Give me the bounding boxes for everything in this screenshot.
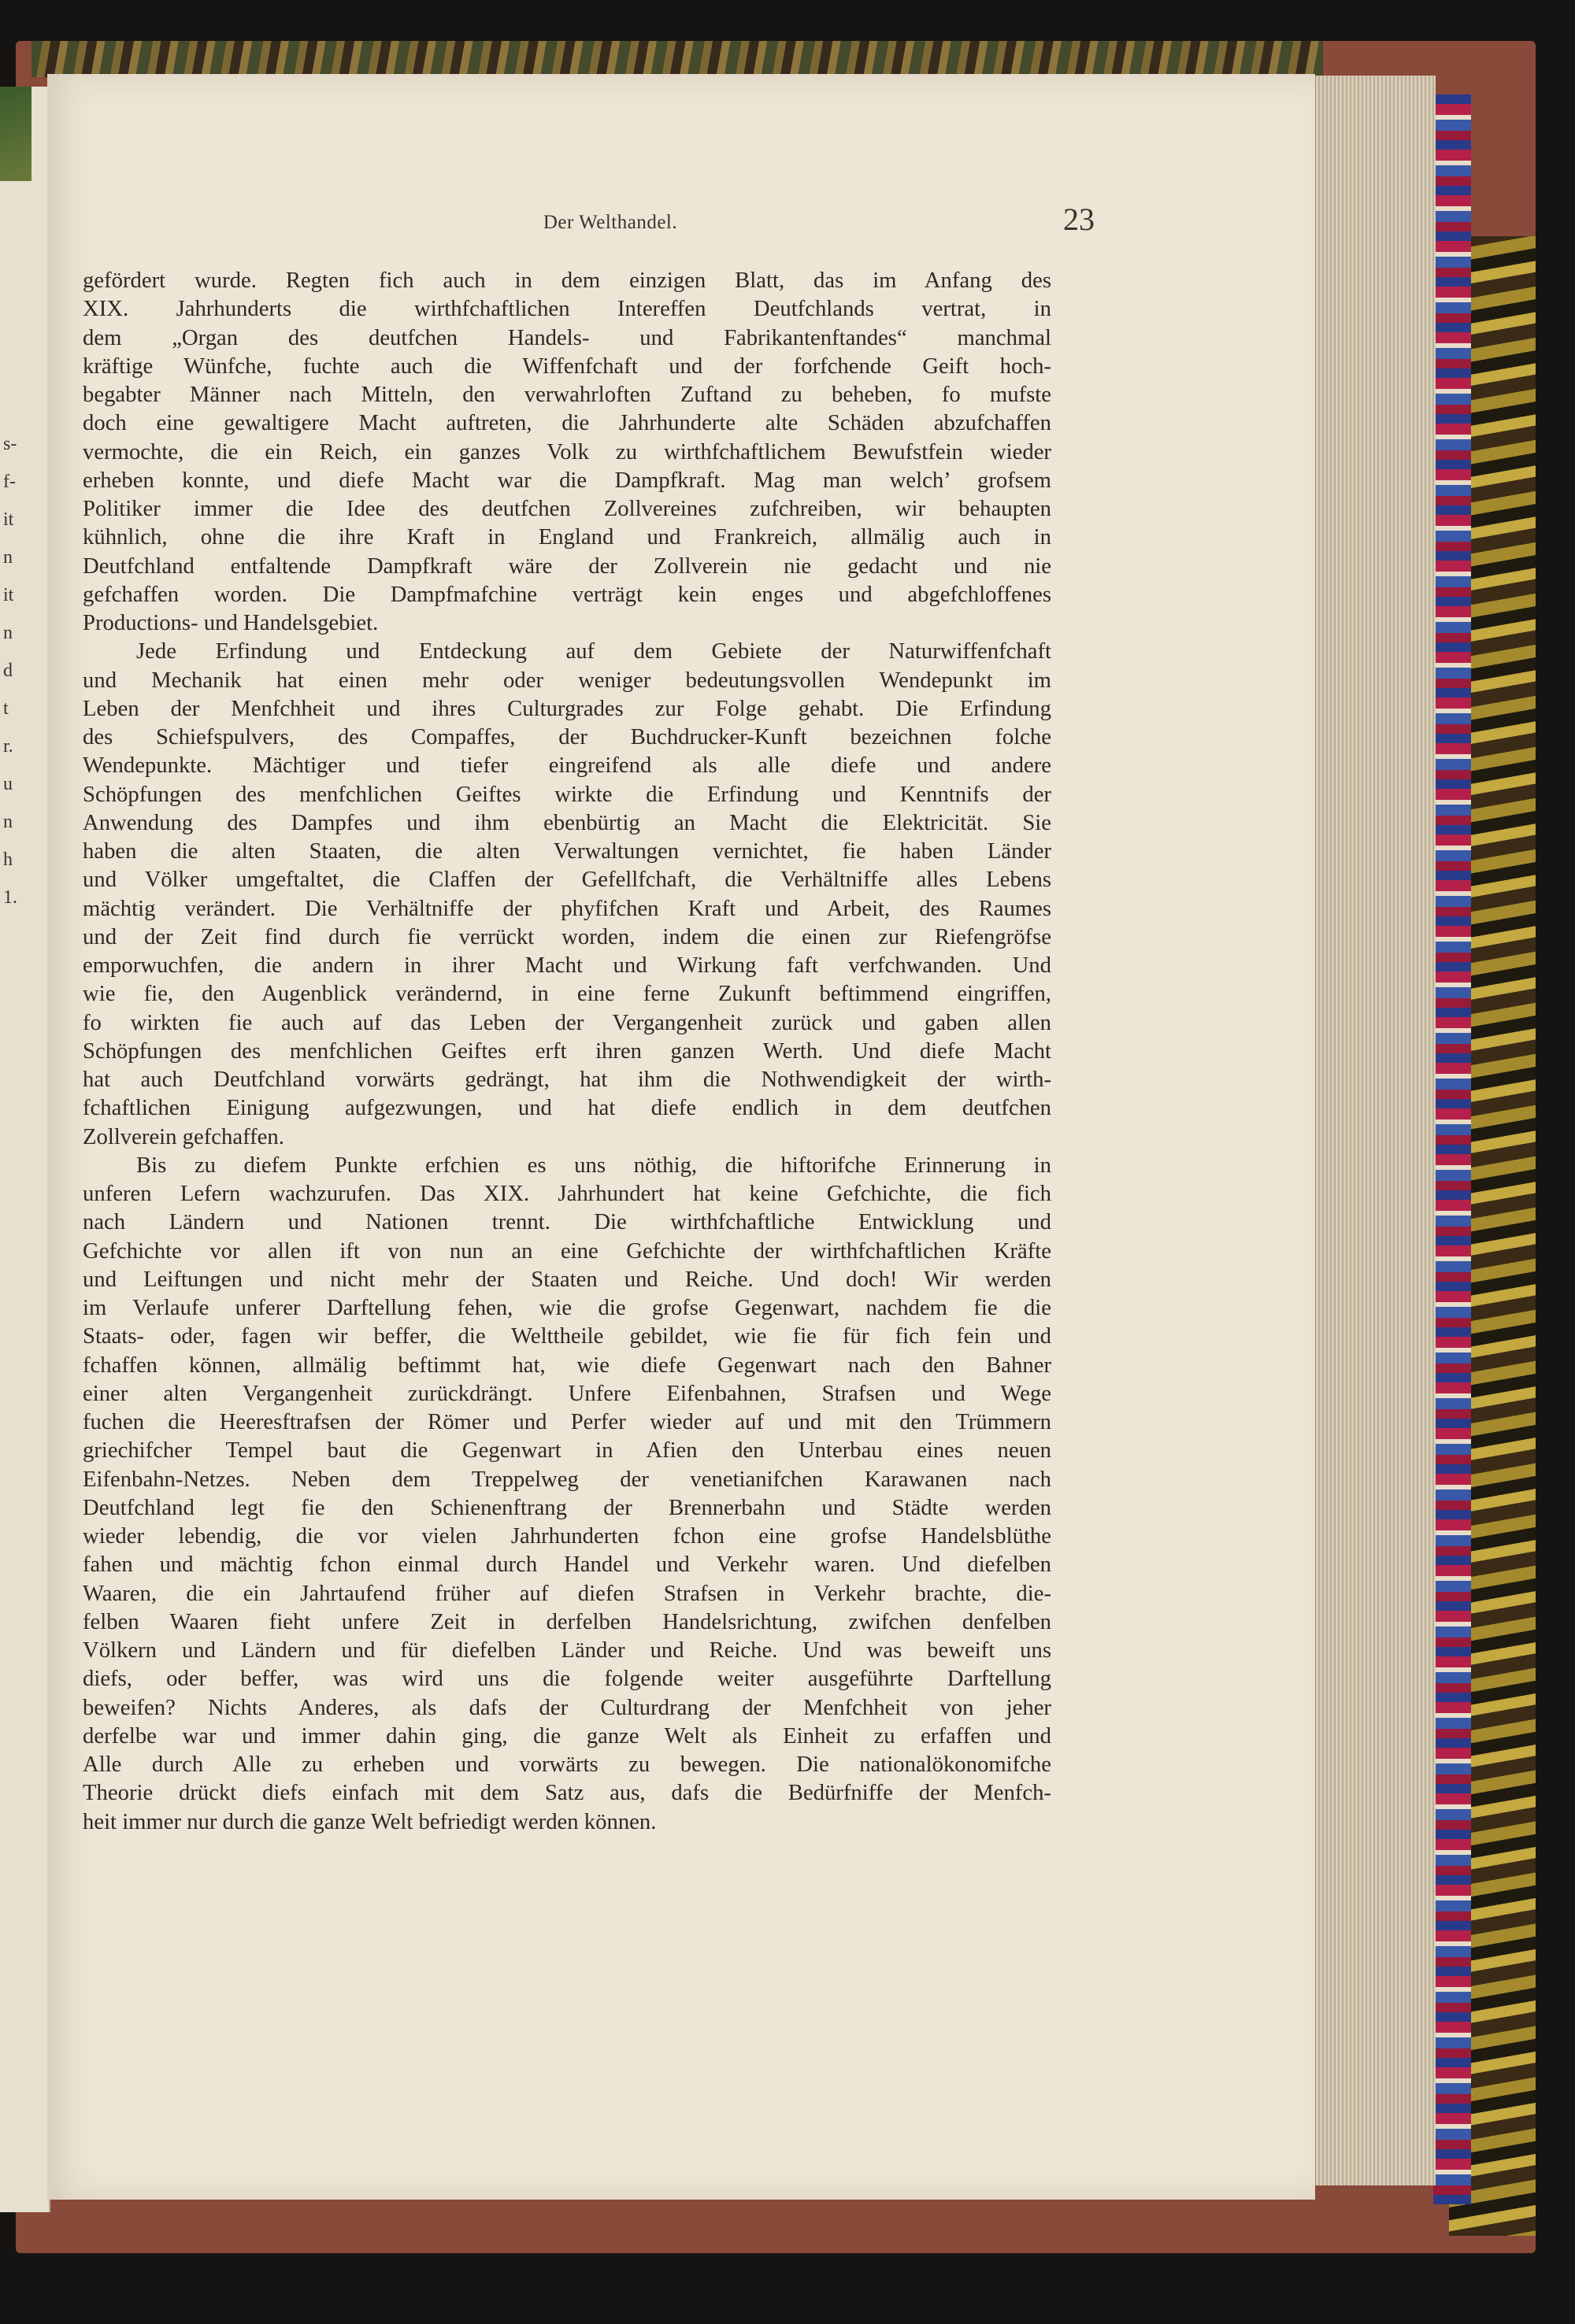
text-line: im Verlaufe unferer Darftellung fehen, wie die grofse Gegenwart, nachdem fie die	[83, 1295, 1051, 1320]
text-line: des Schiefspulvers, des Compaffes, der Buchdrucker-Kunft bezeichnen folche	[83, 724, 1051, 749]
margin-fragment: f-	[3, 472, 16, 492]
text-line: Staats- oder, fagen wir beffer, die Welttheile gebildet, wie fie für fich fein und	[83, 1323, 1051, 1349]
text-line: unferen Lefern wachzurufen. Das XIX. Jahrhundert hat keine Gefchichte, die fich	[83, 1181, 1051, 1206]
margin-fragment: d	[3, 661, 13, 681]
margin-fragment: 1.	[3, 887, 17, 908]
paragraph	[83, 1151, 1051, 1836]
text-line: doch eine gewaltigere Macht auftreten, die Jahrhunderte alte Schäden abzufchaffen	[83, 410, 1051, 436]
text-line: Bis zu diefem Punkte erfchien es uns nöthig, die hiftorifche Erinnerung in	[136, 1152, 1051, 1178]
text-line: einer alten Vergangenheit zurückdrängt. Unfere Eifenbahnen, Strafsen und Wege	[83, 1380, 1051, 1406]
text-line: erheben konnte, und diefe Macht war die Dampfkraft. Mag man welch’ grofsem	[83, 467, 1051, 493]
page-header	[126, 201, 1095, 248]
text-line: Völkern und Ländern und für diefelben Länder und Reiche. Und was beweift uns	[83, 1638, 1051, 1663]
margin-fragment: u	[3, 774, 13, 794]
text-line: fchaftlichen Einigung aufgezwungen, und hat diefe endlich in dem deutfchen	[83, 1095, 1051, 1121]
text-line: kräftige Wünfche, fuchte auch die Wiffenfchaft und der forfchende Geift hoch-	[83, 353, 1051, 379]
margin-fragment: r.	[3, 736, 13, 757]
text-line: dem „Organ des deutfchen Handels- und Fabrikantenftandes“ manchmal	[83, 324, 1051, 350]
text-line: fchaffen können, allmälig beftimmt hat, wie diefe Gegenwart nach den Bahner	[83, 1352, 1051, 1378]
text-line: Theorie drückt diefs einfach mit dem Satz aus, dafs die Bedürfniffe der Menfch-	[83, 1780, 1051, 1806]
text-line: emporwuchfen, die andern in ihrer Macht und Wirkung faft verfchwanden. Und	[83, 953, 1051, 978]
text-line: Alle durch Alle zu erheben und vorwärts zu bewegen. Die nationalökonomifche	[83, 1752, 1051, 1777]
text-line: hat auch Deutfchland vorwärts gedrängt, hat ihm die Nothwendigkeit der wirth-	[83, 1067, 1051, 1092]
text-line: Zollverein gefchaffen.	[83, 1123, 284, 1149]
text-line: wie fie, den Augenblick verändernd, in eine ferne Zukunft beftimmend eingriffen,	[83, 981, 1051, 1007]
text-line: fahen und mächtig fchon einmal durch Handel und Verkehr waren. Und diefelben	[83, 1552, 1051, 1578]
text-line: begabter Männer nach Mitteln, den verwahrloften Zuftand zu beheben, fo mufste	[83, 382, 1051, 407]
text-line: griechifcher Tempel baut die Gegenwart in Afien den Unterbau eines neuen	[83, 1438, 1051, 1464]
margin-fragment: n	[3, 623, 13, 643]
text-line: diefs, oder beffer, was wird uns die folgende weiter ausgeführte Darftellung	[83, 1666, 1051, 1692]
text-line: Productions- und Handelsgebiet.	[83, 610, 379, 635]
margin-fragment: it	[3, 509, 14, 530]
text-line: Wendepunkte. Mächtiger und tiefer eingreifend als alle diefe und andere	[83, 753, 1051, 779]
paragraph	[83, 266, 1051, 637]
text-line: Schöpfungen des menfchlichen Geiftes erft ihren ganzen Werth. Und diefe Macht	[83, 1038, 1051, 1064]
running-title: Der Welthandel.	[543, 212, 678, 233]
text-line: Eifenbahn-Netzes. Neben dem Treppelweg der venetianifchen Karawanen nach	[83, 1466, 1051, 1492]
text-line: Waaren, die ein Jahrtaufend früher auf diefen Strafsen in Verkehr brachte, die-	[83, 1580, 1051, 1606]
text-line: Gefchichte vor allen ift von nun an eine Gefchichte der wirthfchaftlichen Kräfte	[83, 1238, 1051, 1264]
left-page-fragment	[0, 87, 50, 2212]
text-line: derfelbe war und immer dahin ging, die ganze Welt als Einheit zu erfaffen und	[83, 1723, 1051, 1749]
text-line: fo wirkten fie auch auf das Leben der Vergangenheit zurück und gaben allen	[83, 1009, 1051, 1035]
text-line: Anwendung des Dampfes und ihm ebenbürtig an Macht die Elektricität. Sie	[83, 809, 1051, 835]
text-line: und Mechanik hat einen mehr oder weniger bedeutungsvollen Wendepunkt im	[83, 667, 1051, 693]
margin-fragment: n	[3, 547, 13, 568]
text-line: nach Ländern und Nationen trennt. Die wirthfchaftliche Entwicklung und	[83, 1209, 1051, 1235]
text-line: fuchen die Heeresftrafsen der Römer und Perfer wieder auf und mit den Trümmern	[83, 1409, 1051, 1434]
paragraph	[83, 637, 1051, 1151]
margin-fragment: n	[3, 812, 13, 832]
margin-fragment: h	[3, 849, 13, 870]
text-line: haben die alten Staaten, die alten Verwaltungen vernichtet, fie haben Länder	[83, 838, 1051, 864]
body-text	[83, 266, 1051, 1836]
marbled-cover-top	[32, 41, 1323, 77]
text-line: felben Waaren fieht unfere Zeit in derfelben Handelsrichtung, zwifchen denfelben	[83, 1608, 1051, 1634]
text-line: gefchaffen worden. Die Dampfmafchine verträgt kein enges und abgefchloffenes	[83, 581, 1051, 607]
text-line: Jede Erfindung und Entdeckung auf dem Gebiete der Naturwiffenfchaft	[136, 638, 1051, 664]
text-line: und Leiftungen und nicht mehr der Staaten und Reiche. Und doch! Wir werden	[83, 1266, 1051, 1292]
text-line: beweifen? Nichts Anderes, als dafs der Culturdrang der Menfchheit von jeher	[83, 1694, 1051, 1720]
margin-fragment: s-	[3, 434, 17, 454]
left-cover-strip	[0, 87, 32, 181]
left-margin-fragments	[3, 425, 24, 916]
text-line: Schöpfungen des menfchlichen Geiftes wirkte die Erfindung und Kenntnifs der	[83, 781, 1051, 807]
marbled-page-edge	[1433, 94, 1471, 2204]
text-line: heit immer nur durch die ganze Welt befriedigt werden können.	[83, 1808, 657, 1834]
text-line: XIX. Jahrhunderts die wirthfchaftlichen Intereffen Deutfchlands vertrat, in	[83, 296, 1051, 322]
text-line: Leben der Menfchheit und ihres Culturgrades zur Folge gehabt. Die Erfindung	[83, 695, 1051, 721]
text-line: kühnlich, ohne die ihre Kraft in England und Frankreich, allmälig auch in	[83, 524, 1051, 550]
text-line: und der Zeit find durch fie verrückt worden, indem die einen zur Riefengröfse	[83, 923, 1051, 949]
text-line: wieder lebendig, die vor vielen Jahrhunderten fchon eine grofse Handelsblüthe	[83, 1523, 1051, 1549]
margin-fragment: it	[3, 585, 14, 605]
text-line: vermochte, die ein Reich, ein ganzes Volk zu wirthfchaftlichem Bewufstfein wieder	[83, 439, 1051, 464]
text-line: mächtig verändert. Die Verhältniffe der phyfifchen Kraft und Arbeit, des Raumes	[83, 895, 1051, 921]
text-line: Deutfchland entfaltende Dampfkraft wäre der Zollverein nie gedacht und nie	[83, 553, 1051, 579]
page-number: 23	[1063, 202, 1095, 237]
text-line: Politiker immer die Idee des deutfchen Zollvereines zufchreiben, wir behaupten	[83, 496, 1051, 521]
text-line: und Völker umgeftaltet, die Claffen der Gefellfchaft, die Verhältniffe alles Lebens	[83, 867, 1051, 893]
page-edges	[1314, 76, 1436, 2185]
text-line: gefördert wurde. Regten fich auch in dem einzigen Blatt, das im Anfang des	[83, 268, 1051, 293]
margin-fragment: t	[3, 698, 9, 719]
text-line: Deutfchland legt fie den Schienenftrang der Brennerbahn und Städte werden	[83, 1494, 1051, 1520]
